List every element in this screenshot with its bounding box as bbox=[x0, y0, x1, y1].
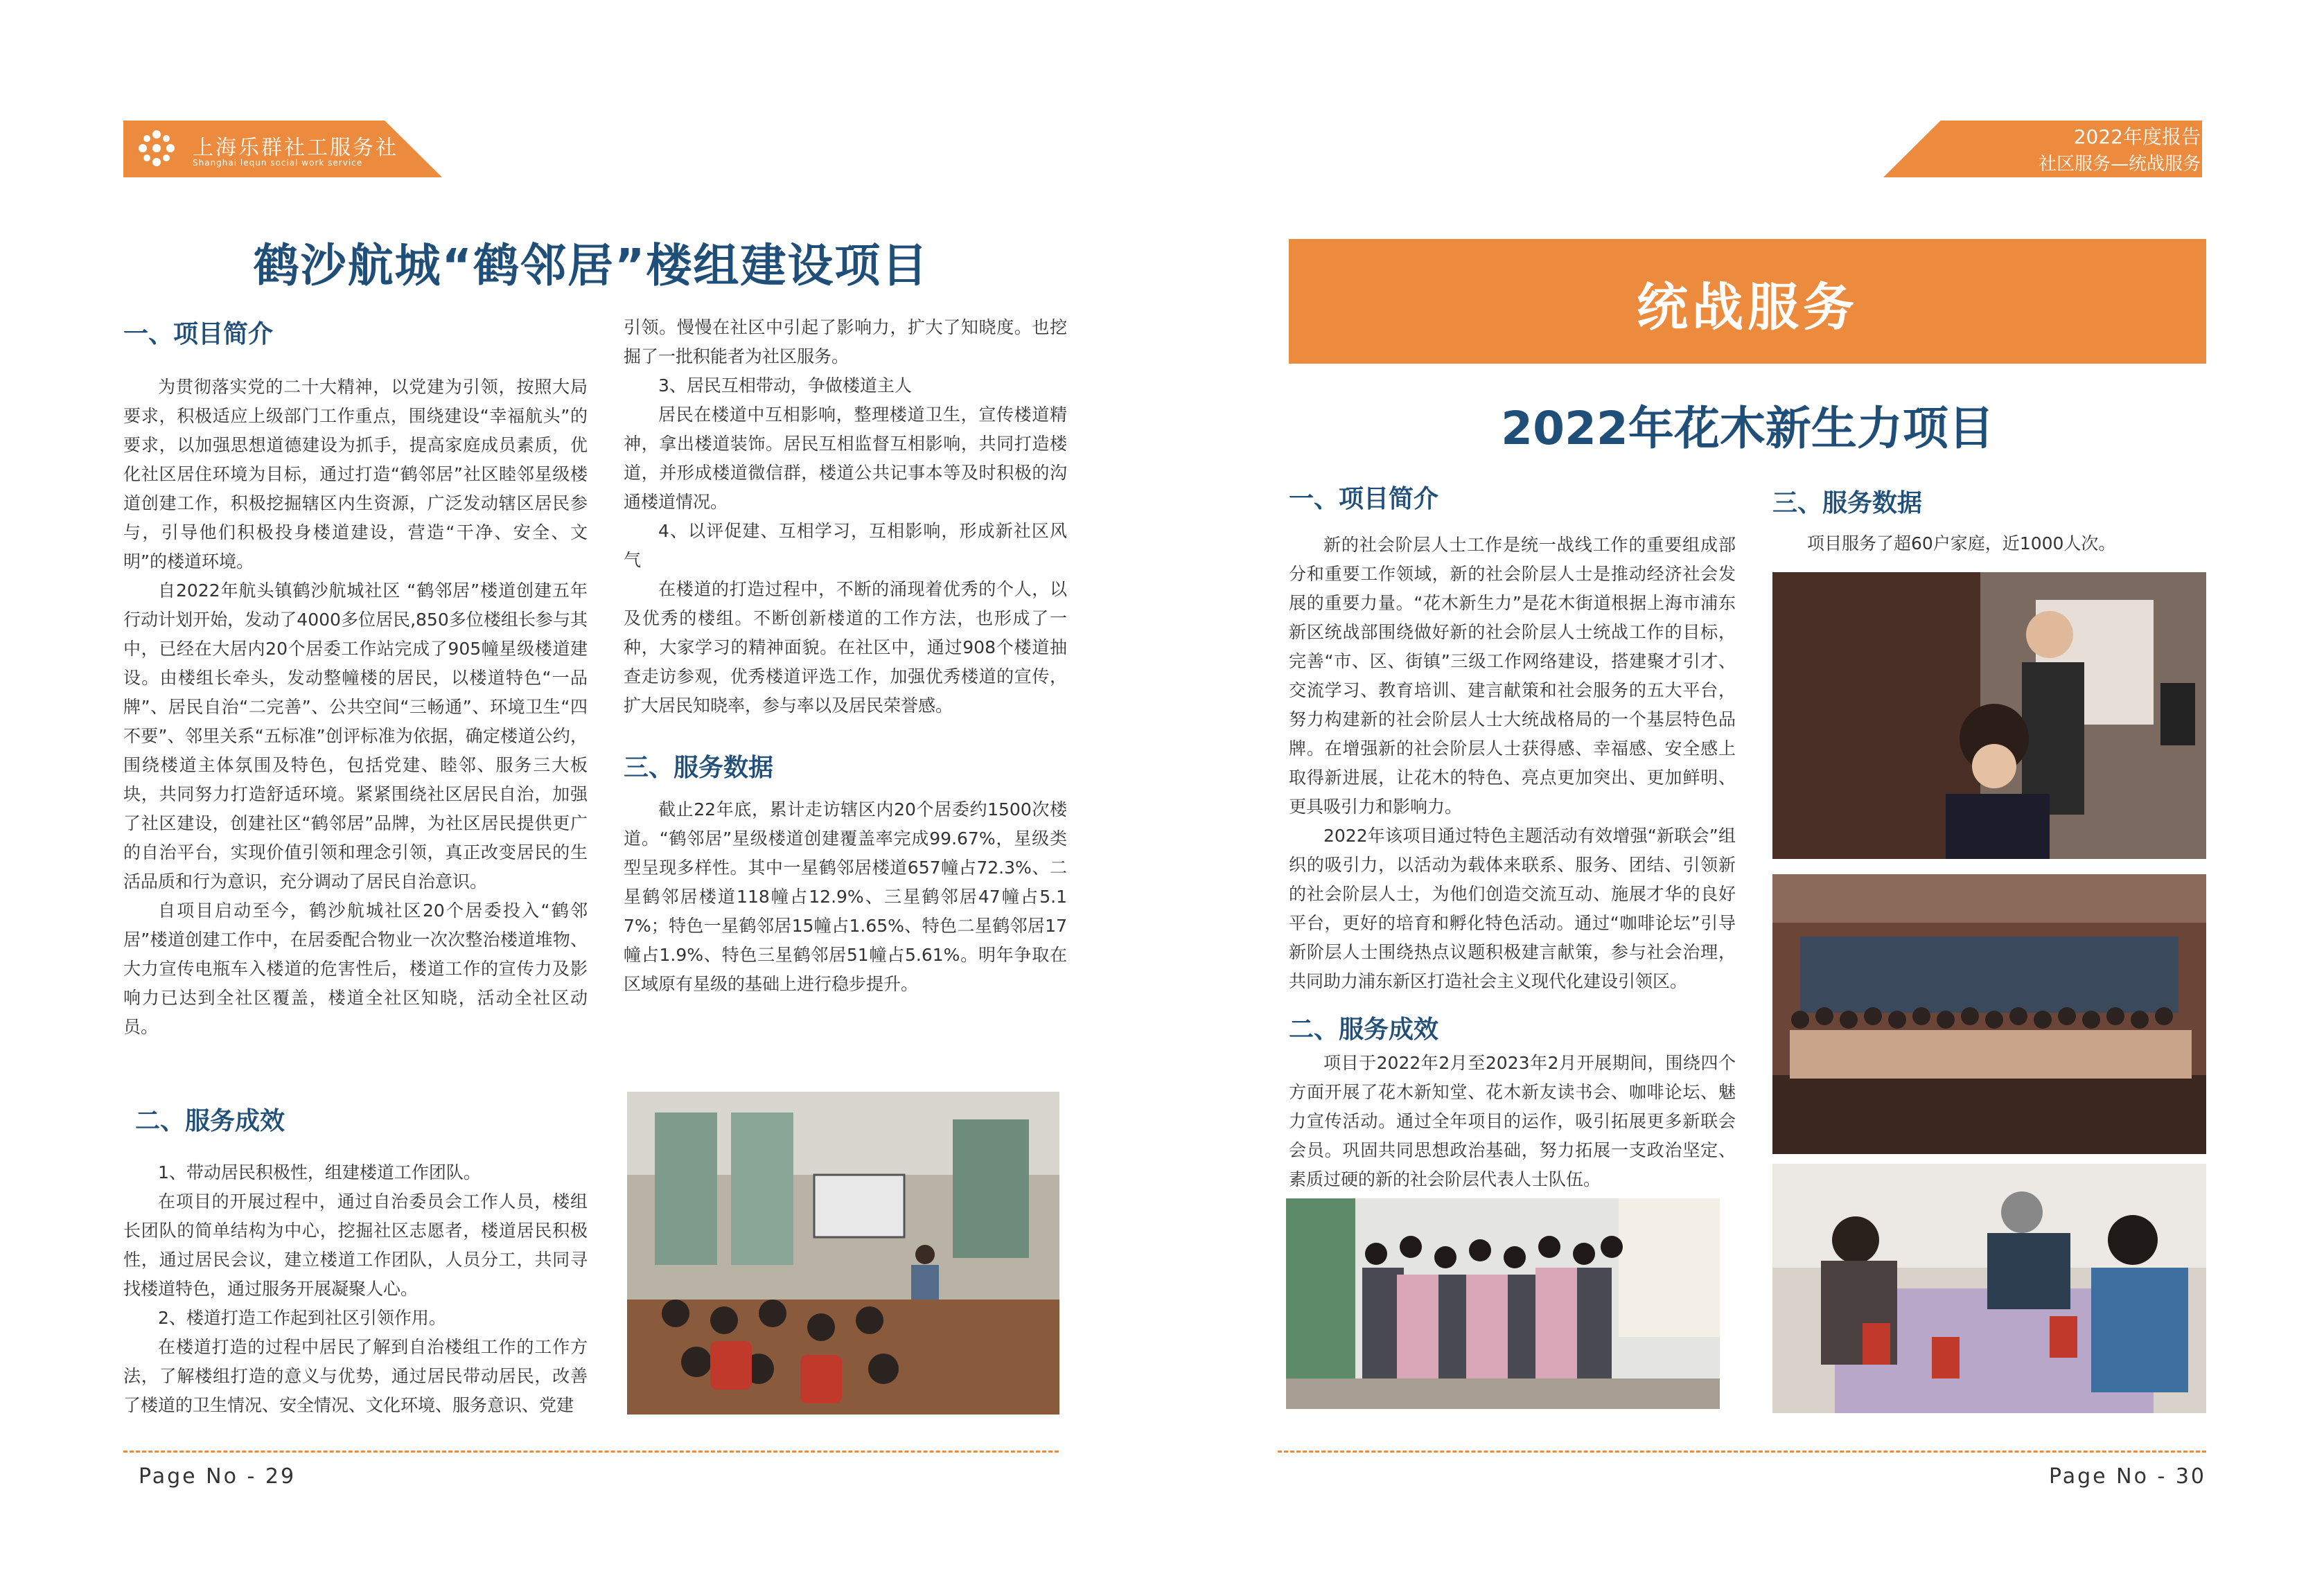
report-category: 社区服务—统战服务 bbox=[2038, 154, 2201, 175]
left-s3-paragraph: 截止22年底，累计走访辖区内20个居委约1500次楼道。“鹤邻居”星级楼道创建覆盖率完成99.67%，星级类型呈现多样性。其中一星鹤邻居楼道657幢占72.3%、二星鹤邻居楼道118幢占12.9%、三星鹤邻居47幢占5.17%；特色一星鹤邻居15幢占1.65%、特色二星鹤邻居17幢占1.9%、特色三星鹤邻居51幢占5.61%。明年争取在区域原有星级的基础上进行稳步提升。 bbox=[624, 799, 1067, 994]
right-s1-block bbox=[1289, 531, 1736, 996]
left-column-1 bbox=[123, 373, 588, 1042]
left-col2-subheading: 3、居民互相带动，争做楼道主人 bbox=[658, 375, 912, 396]
left-s2-subheading: 1、带动居民积极性，组建楼道工作团队。 bbox=[158, 1162, 481, 1182]
left-col2-paragraph: 居民在楼道中互相影响，整理楼道卫生，宣传楼道精神，拿出楼道装饰。居民互相监督互相影响，共同打造楼道，并形成楼道微信群，楼道公共记事本等及时积极的沟通楼道情况。 bbox=[624, 405, 1067, 512]
org-name-cn: 上海乐群社工服务社 bbox=[193, 136, 398, 160]
org-name-en: Shanghai lequn social work service bbox=[193, 158, 363, 168]
left-s2-paragraph: 在楼道打造的过程中居民了解到自治楼组工作的工作方法，了解楼组打造的意义与优势，通过居民带动居民，改善了楼道的卫生情况、安全情况、文化环境、服务意识、党建 bbox=[123, 1337, 588, 1415]
left-s1-paragraph: 自项目启动至今，鹤沙航城社区20个居委投入“鹤邻居”楼道创建工作中，在居委配合物业一次次整治楼道堆物、大力宣传电瓶车入楼道的危害性后，楼道工作的宣传力及影响力已达到全社区覆盖，楼道全社区知晓，活动全社区动员。 bbox=[123, 901, 588, 1037]
right-footer-divider bbox=[1278, 1451, 2206, 1453]
salon-photo bbox=[1772, 572, 2206, 859]
right-section-2-heading: 二、服务成效 bbox=[1289, 1016, 1439, 1044]
right-s1-paragraph: 新的社会阶层人士工作是统一战线工作的重要组成部分和重要工作领域，新的社会阶层人士是推动经济社会发展的重要力量。“花木新生力”是花木街道根据上海市浦东新区统战部围绕做好新的社会阶层人士统战工作的目标，完善“市、区、街镇”三级工作网络建设，搭建聚才引才、交流学习、教育培训、建言献策和社会服务的五大平台，努力构建新的社会阶层人士大统战格局的一个基层特色品牌。在增强新的社会阶层人士获得感、幸福感、安全感上取得新进展，让花木的特色、亮点更加突出、更加鲜明、更具吸引力和影响力。 bbox=[1289, 535, 1736, 817]
right-s3-block bbox=[1772, 529, 2206, 558]
flower-logo-icon bbox=[133, 125, 180, 172]
left-column-2 bbox=[624, 313, 1067, 720]
left-footer-divider bbox=[123, 1451, 1059, 1453]
volunteer-group-photo bbox=[1286, 1198, 1720, 1409]
left-page-number: Page No - 29 bbox=[139, 1464, 297, 1489]
left-col2-paragraph: 引领。慢慢在社区中引起了影响力，扩大了知晓度。也挖掘了一批积能者为社区服务。 bbox=[624, 317, 1067, 366]
right-section-3-heading: 三、服务数据 bbox=[1772, 489, 1923, 517]
right-page-number: Page No - 30 bbox=[2048, 1464, 2206, 1489]
group-event-photo bbox=[1772, 874, 2206, 1154]
right-page-title: 2022年花木新生力项目 bbox=[1501, 402, 1994, 455]
right-s2-block bbox=[1289, 1049, 1736, 1194]
left-section-2-heading: 二、服务成效 bbox=[135, 1107, 285, 1135]
classroom-photo bbox=[627, 1092, 1059, 1415]
right-section-1-heading: 一、项目简介 bbox=[1289, 485, 1439, 513]
left-col2-paragraph: 在楼道的打造过程中，不断的涌现着优秀的个人，以及优秀的楼组。不断创新楼道的工作方法，也形成了一种，大家学习的精神面貌。在社区中，通过908个楼道抽查走访参观，优秀楼道评选工作，加强优秀楼道的宣传，扩大居民知晓率，参与率以及居民荣誉感。 bbox=[624, 579, 1067, 716]
right-s2-paragraph: 项目于2022年2月至2023年2月开展期间，围绕四个方面开展了花木新知堂、花木新友读书会、咖啡论坛、魅力宣传活动。通过全年项目的运作，吸引拓展更多新联会会员。巩固共同思想政治基础，努力拓展一支政治坚定、素质过硬的新的社会阶层代表人士队伍。 bbox=[1289, 1053, 1736, 1189]
left-s2-block bbox=[123, 1158, 588, 1420]
left-s2-paragraph: 在项目的开展过程中，通过自治委员会工作人员，楼组长团队的简单结构为中心，挖掘社区志愿者，楼道居民积极性，通过居民会议，建立楼道工作团队，人员分工，共同寻找楼道特色，通过服务开展凝聚人心。 bbox=[123, 1191, 588, 1299]
left-s2-subheading: 2、楼道打造工作起到社区引领作用。 bbox=[158, 1308, 446, 1328]
right-s1-paragraph: 2022年该项目通过特色主题活动有效增强“新联会”组织的吸引力，以活动为载体来联系、服务、团结、引领新的社会阶层人士，为他们创造交流互动、施展才华的良好平台，更好的培育和孵化特色活动。通过“咖啡论坛”引导新阶层人士围绕热点议题积极建言献策，参与社会治理，共同助力浦东新区打造社会主义现代化建设引领区。 bbox=[1289, 826, 1736, 991]
left-s1-paragraph: 为贯彻落实党的二十大精神，以党建为引领，按照大局要求，积极适应上级部门工作重点，围绕建设“幸福航头”的要求，以加强思想道德建设为抓手，提高家庭成员素质，优化社区居住环境为目标，通过打造“鹤邻居”社区睦邻星级楼道创建工作，积极挖掘辖区内生资源，广泛发动辖区居民参与，引导他们积极投身楼道建设，营造“干净、安全、文明”的楼道环境。 bbox=[123, 377, 588, 571]
left-section-1-heading: 一、项目简介 bbox=[123, 320, 274, 348]
left-section-3-heading: 三、服务数据 bbox=[624, 754, 774, 782]
report-year: 2022年度报告 bbox=[2073, 125, 2201, 148]
right-s3-paragraph: 项目服务了超60户家庭，近1000人次。 bbox=[1807, 533, 2116, 553]
table-discussion-photo bbox=[1772, 1164, 2206, 1413]
left-col2-subheading: 4、以评促建、互相学习，互相影响，形成新社区风气 bbox=[624, 521, 1067, 570]
left-page-title: 鹤沙航城“鹤邻居”楼组建设项目 bbox=[253, 239, 929, 292]
left-s3-block bbox=[624, 795, 1067, 999]
left-s1-paragraph: 自2022年航头镇鹤沙航城社区 “鹤邻居”楼道创建五年行动计划开始，发动了4000多位居民,850多位楼组长参与其中，已经在大居内20个居委工作站完成了905幢星级楼道建设。由楼组长牵头，发动整幢楼的居民，以楼道特色“一品牌”、居民自治“二完善”、公共空间“三畅通”、环境卫生“四不要”、邻里关系“五标准”创评标准为依据，确定楼道公约，围绕楼道主体氛围及特色，包括党建、睦邻、服务三大板块，共同努力打造舒适环境。紧紧围绕社区居民自治，加强了社区建设，创建社区“鹤邻居”品牌，为社区居民提供更广的自治平台，实现价值引领和理念引领，真正改变居民的生活品质和行为意识，充分调动了居民自治意识。 bbox=[123, 580, 588, 892]
section-banner-title: 统战服务 bbox=[1637, 278, 1858, 337]
